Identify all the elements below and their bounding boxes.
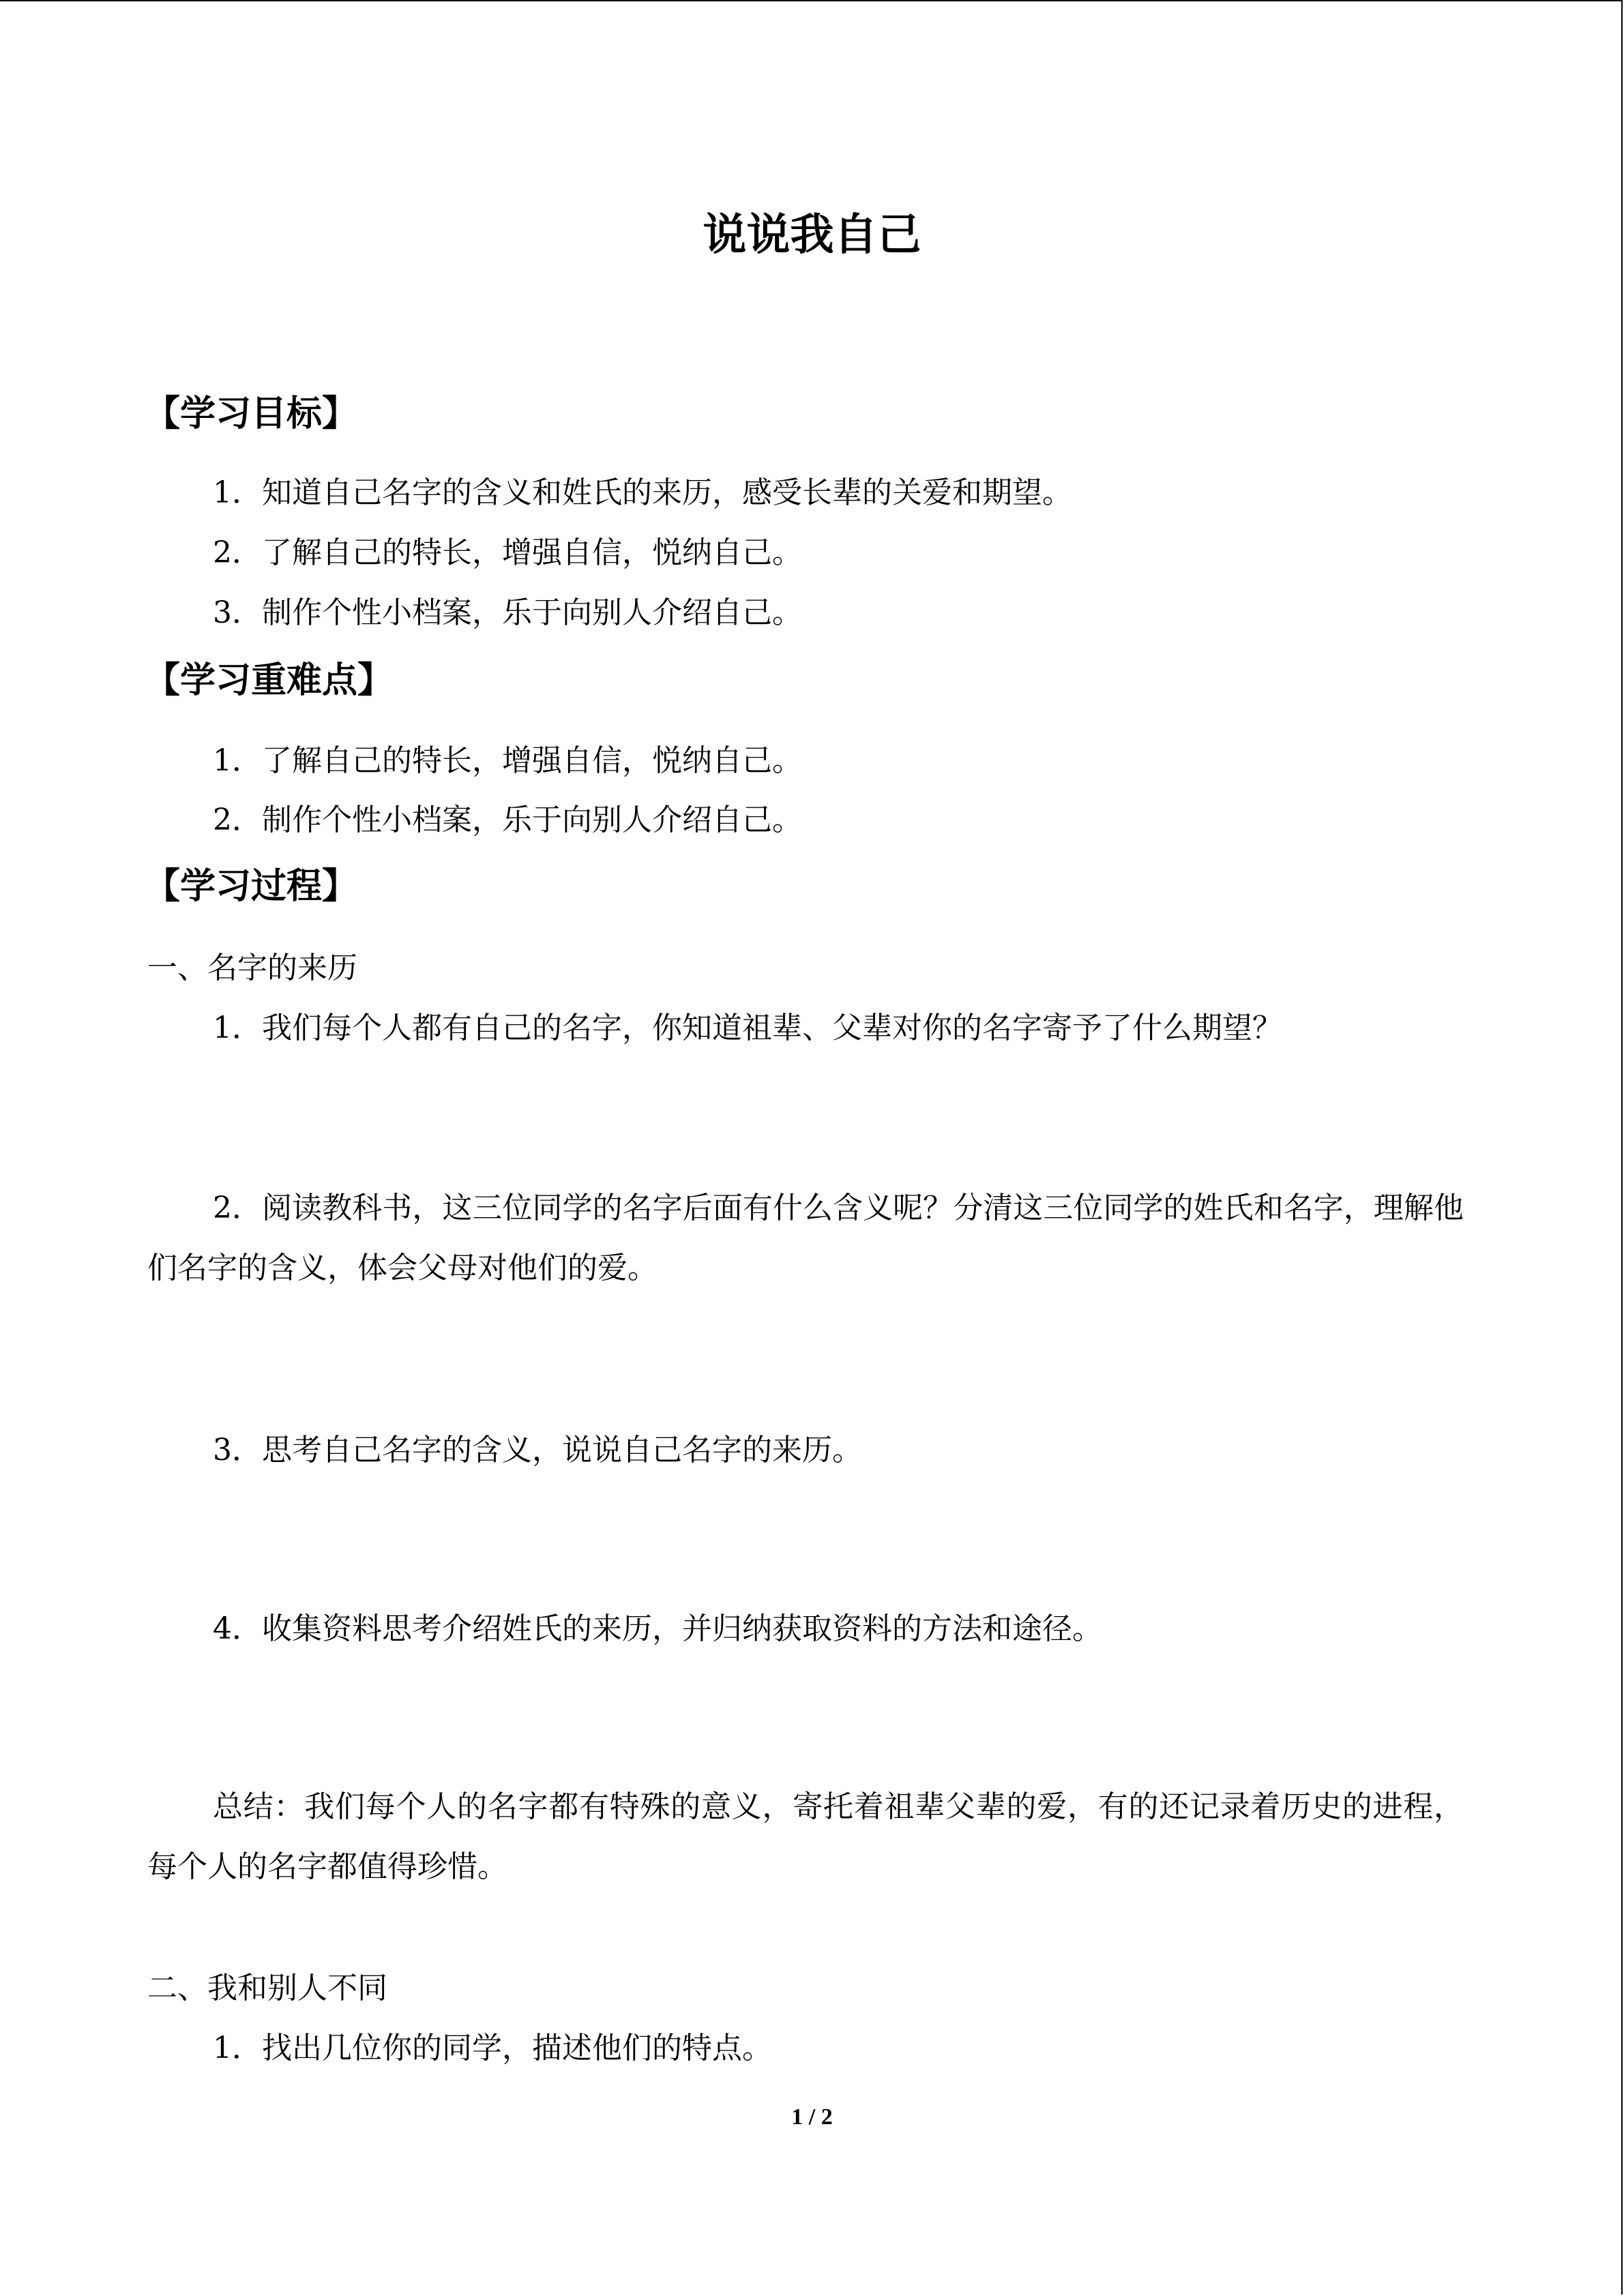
key-point-item-2: 2．制作个性小档案，乐于向别人介绍自己。	[213, 803, 802, 837]
part2-title: 二、我和别人不同	[147, 1971, 387, 2006]
part1-question-3: 3．思考自己名字的含义，说说自己名字的来历。	[213, 1433, 862, 1467]
page-number: 1 / 2	[791, 2104, 833, 2130]
heading-learning-goals: 【学习目标】	[145, 393, 358, 434]
part2-question-1: 1．找出几位你的同学，描述他们的特点。	[213, 2031, 772, 2066]
key-point-item-1: 1．了解自己的特长，增强自信，悦纳自己。	[213, 743, 802, 778]
part1-question-4: 4．收集资料思考介绍姓氏的来历，并归纳获取资料的方法和途径。	[213, 1611, 1102, 1646]
goal-item-3: 3．制作个性小档案，乐于向别人介绍自己。	[213, 595, 802, 630]
heading-learning-process: 【学习过程】	[145, 866, 358, 907]
goal-item-2: 2．了解自己的特长，增强自信，悦纳自己。	[213, 535, 802, 570]
heading-key-points: 【学习重难点】	[145, 660, 394, 701]
part1-summary: 总结：我们每个人的名字都有特殊的意义，寄托着祖辈父辈的爱，有的还记录着历史的进程，每个人的名字都值得珍惜。	[147, 1789, 1464, 1884]
page-title: 说说我自己	[703, 210, 921, 260]
part1-question-1: 1．我们每个人都有自己的名字，你知道祖辈、父辈对你的名字寄予了什么期望？	[213, 1011, 1282, 1045]
goal-item-1: 1．知道自己名字的含义和姓氏的来历，感受长辈的关爱和期望。	[213, 475, 1072, 510]
part1-title: 一、名字的来历	[147, 951, 357, 985]
part1-question-2: 2．阅读教科书，这三位同学的名字后面有什么含义呢？分清这三位同学的姓氏和名字，理解他们名字的含义，体会父母对他们的爱。	[147, 1191, 1464, 1285]
